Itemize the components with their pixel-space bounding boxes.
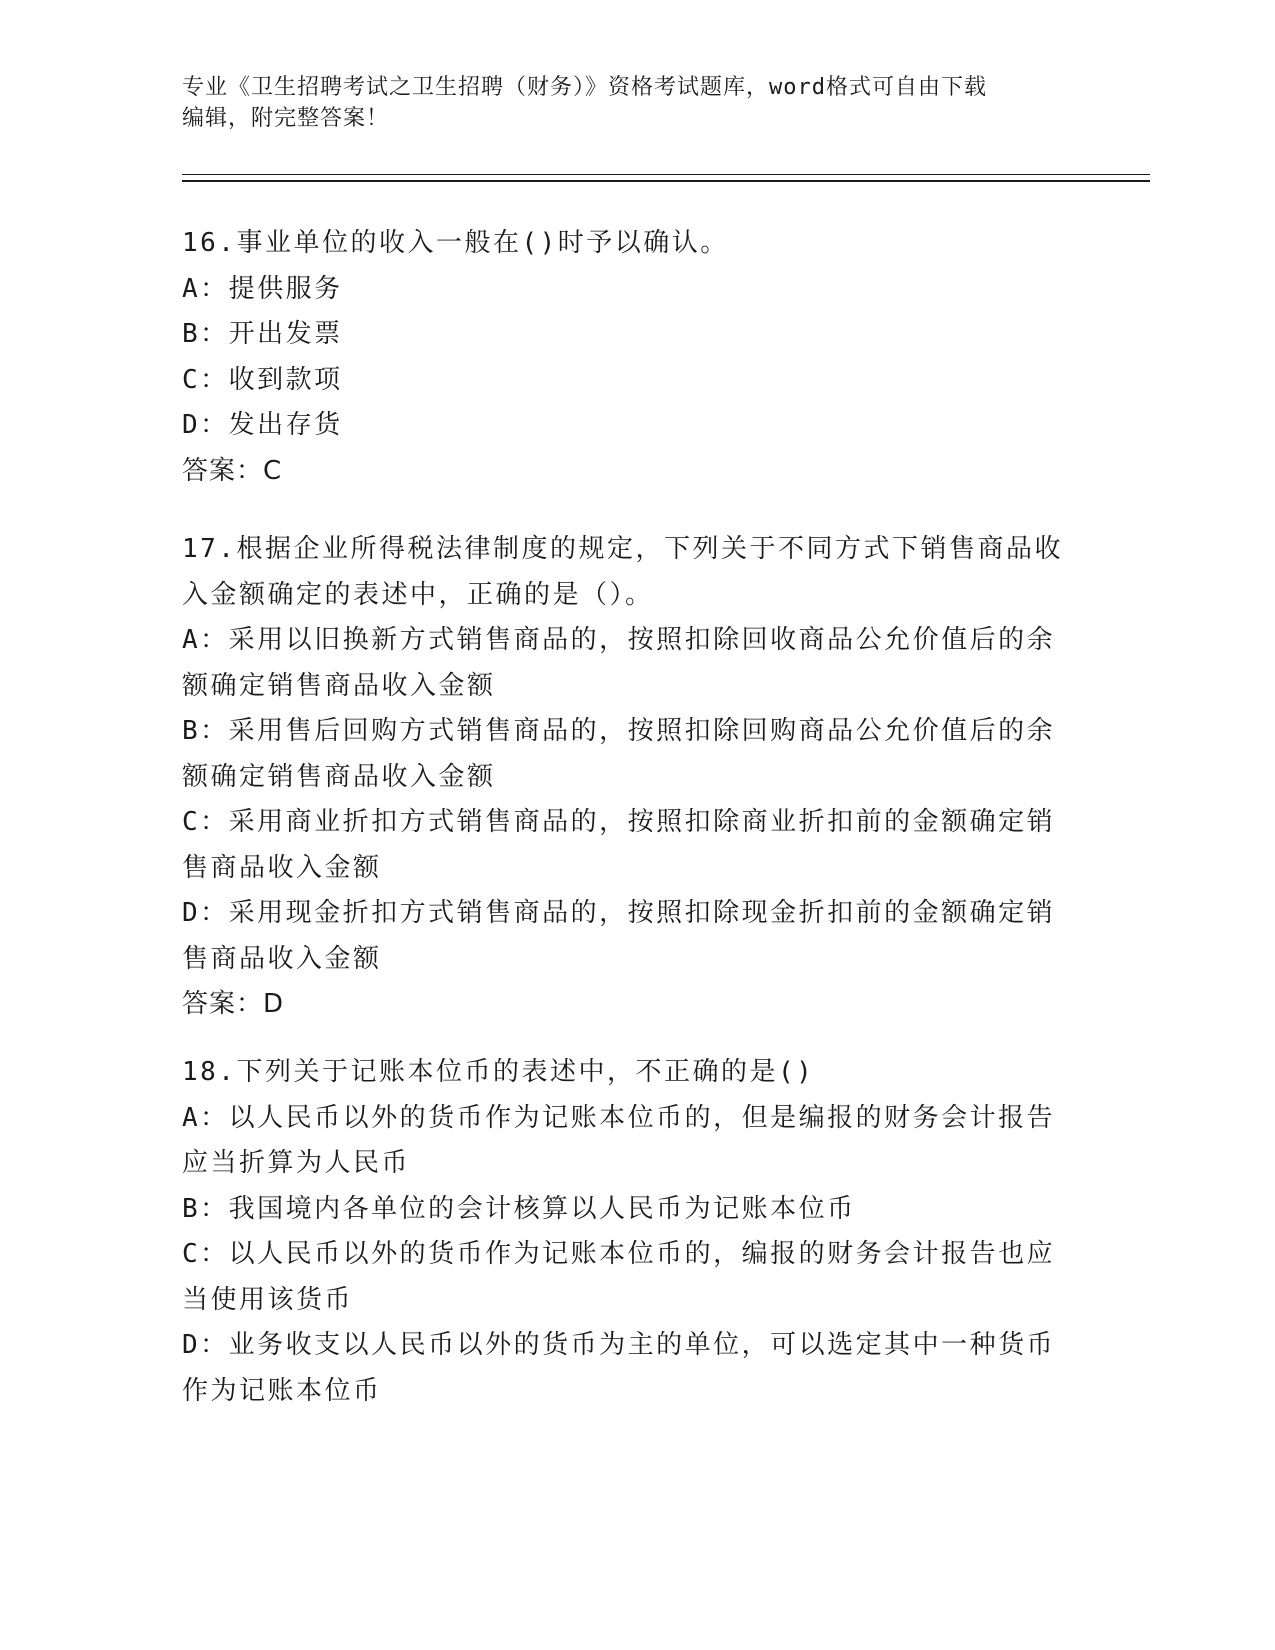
question-stem-line-2: 入金额确定的表述中，正确的是（）。 [182,579,654,610]
option-b-line-1: B：采用售后回购方式销售商品的，按照扣除回购商品公允价值后的余 [182,716,1056,746]
option-d-line-1: D：采用现金折扣方式销售商品的，按照扣除现金折扣前的金额确定销 [182,898,1056,928]
header-line-2: 编辑，附完整答案！ [182,106,390,131]
question-16 [182,221,1072,494]
option-c-line-2: 当使用该货币 [182,1284,354,1315]
document-header [182,72,1062,134]
question-stem: 18.下列关于记账本位币的表述中，不正确的是() [182,1057,815,1087]
option-b-line-2: 额确定销售商品收入金额 [182,761,496,792]
header-divider-thin [182,174,1150,175]
answer-line: 答案：D [182,989,285,1019]
question-18 [182,1050,1072,1414]
option-d-line-2: 售商品收入金额 [182,943,382,974]
option-d-line-1: D：业务收支以人民币以外的货币为主的单位，可以选定其中一种货币 [182,1330,1056,1360]
option-c: C：收到款项 [182,364,343,395]
header-divider-thick [182,180,1150,182]
option-d-line-2: 作为记账本位币 [182,1375,382,1406]
option-a: A：提供服务 [182,273,343,304]
answer-line: 答案：C [182,455,283,486]
question-17 [182,527,1072,1028]
header-line-1: 专业《卫生招聘考试之卫生招聘（财务）》资格考试题库，word格式可自由下载 [182,75,987,100]
option-c-line-1: C：采用商业折扣方式销售商品的，按照扣除商业折扣前的金额确定销 [182,807,1056,837]
option-d: D：发出存货 [182,410,343,440]
option-b: B：我国境内各单位的会计核算以人民币为记账本位币 [182,1193,856,1224]
question-stem-line-1: 17.根据企业所得税法律制度的规定，下列关于不同方式下销售商品收 [182,534,1063,564]
option-a-line-1: A：以人民币以外的货币作为记账本位币的，但是编报的财务会计报告 [182,1102,1056,1133]
option-c-line-1: C：以人民币以外的货币作为记账本位币的，编报的财务会计报告也应 [182,1239,1056,1269]
option-a-line-2: 额确定销售商品收入金额 [182,670,496,701]
option-a-line-1: A：采用以旧换新方式销售商品的，按照扣除回收商品公允价值后的余 [182,625,1056,655]
option-b: B：开出发票 [182,319,343,349]
question-stem: 16.事业单位的收入一般在()时予以确认。 [182,228,729,258]
option-c-line-2: 售商品收入金额 [182,852,382,883]
option-a-line-2: 应当折算为人民币 [182,1148,411,1178]
